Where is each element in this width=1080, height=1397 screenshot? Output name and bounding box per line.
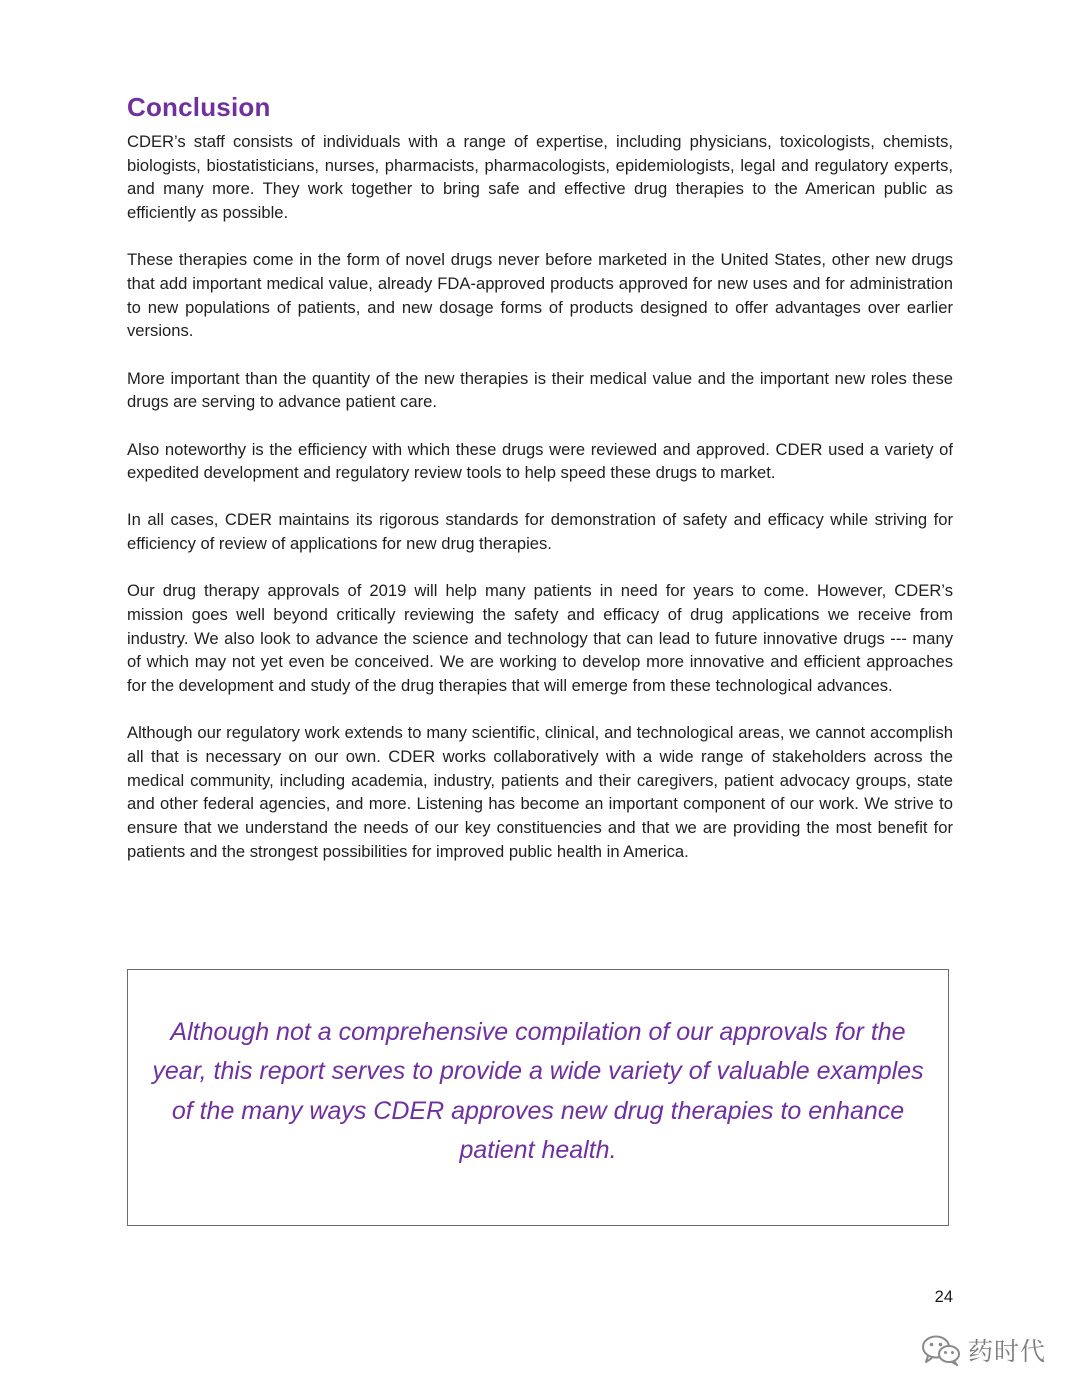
paragraph: These therapies come in the form of novel drugs never before marketed in the United States, other new drugs that add important medical value, already FDA-approved products approved for new uses and for administration to new populations of patients, and new dosage forms of products designed to offer advantages over earlier versions.: [127, 250, 953, 341]
wechat-icon: [920, 1333, 962, 1367]
paragraph: CDER’s staff consists of individuals with a range of expertise, including physicians, toxicologists, chemists, biologists, biostatisticians, nurses, pharmacists, pharmacologists, epidemiologists, legal and regulatory experts, and many more. They work together to bring safe and effective drug therapies to the American public as efficiently as possible.: [127, 132, 953, 223]
paragraph: More important than the quantity of the new therapies is their medical value and the important new roles these drugs are serving to advance patient care.: [127, 368, 953, 412]
watermark-text: 药时代: [968, 1337, 1047, 1366]
watermark: [920, 1330, 1046, 1370]
paragraph: Also noteworthy is the efficiency with which these drugs were reviewed and approved. CDER used a variety of expedited development and regulatory review tools to help speed these drugs to market.: [127, 439, 953, 483]
paragraph: Our drug therapy approvals of 2019 will help many patients in need for years to come. However, CDER’s mission goes well beyond critically reviewing the safety and efficacy of drug applications we receive from industry. We also look to advance the science and technology that can lead to future innovative drugs --- many of which may not yet even be conceived. We are working to develop more innovative and efficient approaches for the development and study of the drug therapies that will emerge from these technological advances.: [127, 581, 953, 696]
paragraph: Although our regulatory work extends to many scientific, clinical, and technological areas, we cannot accomplish all that is necessary on our own. CDER works collaboratively with a wide range of stakeholders across the medical community, including academia, industry, patients and their caregivers, patient advocacy groups, state and other federal agencies, and more. Listening has become an important component of our work. We strive to ensure that we understand the needs of our key constituencies and that we are providing the most benefit for patients and the strongest possibilities for improved public health in America.: [127, 723, 953, 861]
callout-box: [127, 969, 949, 1226]
paragraph: In all cases, CDER maintains its rigorous standards for demonstration of safety and efficacy while striving for efficiency of review of applications for new drug therapies.: [127, 510, 953, 554]
page-number: 24: [934, 1288, 953, 1306]
callout-text: Although not a comprehensive compilation of our approvals for the year, this report serves to provide a wide variety of valuable examples of the many ways CDER approves new drug therapies to enhance patient health.: [152, 1017, 924, 1164]
section-heading: Conclusion: [127, 92, 271, 122]
body-text: [127, 130, 953, 887]
